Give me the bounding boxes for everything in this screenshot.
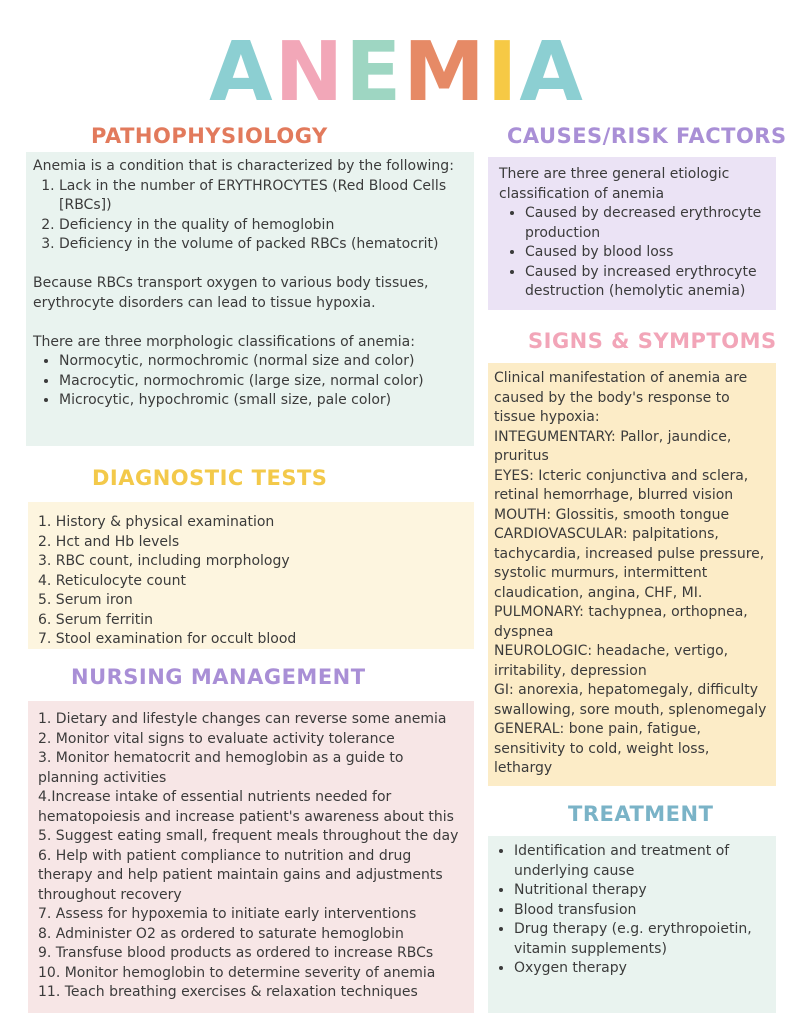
list-item: 3. Monitor hematocrit and hemoglobin as a guide to planning activities: [38, 750, 404, 786]
list-item: 7. Stool examination for occult blood: [38, 631, 297, 647]
title-letter: I: [486, 25, 520, 120]
causes-intro: There are three general etiologic classification of anemia: [499, 166, 730, 202]
causes-box: [488, 157, 776, 310]
list-item: • Microcytic, hypochromic (small size, pale color): [59, 391, 466, 411]
classification-list: [33, 352, 466, 411]
list-item: 5. Suggest eating small, frequent meals throughout the day: [38, 828, 459, 844]
treatment-list: [488, 842, 768, 979]
list-item: • Caused by decreased erythrocyte production: [525, 204, 766, 243]
treatment-box: [488, 836, 776, 1013]
list-item: 10. Monitor hemoglobin to determine severity of anemia: [38, 964, 436, 981]
list-item: 3. RBC count, including morphology: [38, 553, 290, 569]
page-title: [0, 25, 794, 120]
list-item: • Caused by increased erythrocyte destruction (hemolytic anemia): [525, 263, 766, 302]
signs-line: CARDIOVASCULAR: palpitations, tachycardia, increased pulse pressure, systolic murmurs, intermittent claudication, angina, CHF, MI.: [494, 526, 765, 601]
list-item: 5. Serum iron: [38, 592, 133, 608]
signs-line: Clinical manifestation of anemia are caused by the body's response to tissue hypoxia:: [494, 370, 748, 425]
list-item: 2. Monitor vital signs to evaluate activity tolerance: [38, 730, 395, 747]
list-item: 3. Deficiency in the volume of packed RBCs (hematocrit): [59, 235, 466, 255]
list-item: 1. History & physical examination: [38, 514, 275, 530]
nursing-box: [28, 701, 474, 1013]
pathophysiology-heading: PATHOPHYSIOLOGY: [91, 124, 328, 148]
list-item: 4. Reticulocyte count: [38, 572, 186, 589]
list-item: 8. Administer O2 as ordered to saturate hemoglobin: [38, 925, 404, 942]
list-item: 1. Lack in the number of ERYTHROCYTES (Red Blood Cells [RBCs]): [59, 177, 466, 216]
list-item: 4.Increase intake of essential nutrients needed for hematopoiesis and increase patient's awareness about this: [38, 789, 454, 825]
signs-line: INTEGUMENTARY: Pallor, jaundice, pruritus: [494, 428, 732, 464]
nursing-heading: NURSING MANAGEMENT: [71, 665, 366, 689]
list-item: • Caused by blood loss: [525, 243, 766, 263]
list-item: • Drug therapy (e.g. erythropoietin, vitamin supplements): [514, 920, 768, 959]
pathophysiology-intro: Anemia is a condition that is characterized by the following:: [33, 158, 454, 174]
title-letter: E: [345, 25, 404, 120]
list-item: 9. Transfuse blood products as ordered to increase RBCs: [38, 945, 434, 961]
diagnostic-heading: DIAGNOSTIC TESTS: [92, 466, 328, 490]
list-item: • Identification and treatment of underlying cause: [514, 842, 768, 881]
signs-line: GI: anorexia, hepatomegaly, difficulty swallowing, sore mouth, splenomegaly: [494, 682, 767, 718]
list-item: • Normocytic, normochromic (normal size and color): [59, 352, 466, 372]
pathophysiology-list: [33, 177, 466, 255]
list-item: 11. Teach breathing exercises & relaxation techniques: [38, 984, 418, 1000]
signs-line: MOUTH: Glossitis, smooth tongue: [494, 506, 730, 523]
title-letter: M: [403, 25, 487, 120]
title-letter: A: [209, 25, 275, 120]
treatment-heading: TREATMENT: [568, 802, 714, 826]
pathophysiology-paragraph: Because RBCs transport oxygen to various body tissues, erythrocyte disorders can lead to tissue hypoxia.: [33, 275, 429, 311]
title-letter: A: [519, 25, 585, 120]
list-item: 7. Assess for hypoxemia to initiate early interventions: [38, 906, 417, 922]
signs-line: EYES: Icteric conjunctiva and sclera, retinal hemorrhage, blurred vision: [494, 467, 749, 503]
causes-list: [499, 204, 766, 302]
list-item: 6. Serum ferritin: [38, 611, 153, 628]
signs-line: NEUROLOGIC: headache, vertigo, irritability, depression: [494, 643, 729, 679]
list-item: • Oxygen therapy: [514, 959, 768, 979]
pathophysiology-box: [26, 152, 474, 446]
classification-intro: There are three morphologic classifications of anemia:: [33, 333, 415, 350]
list-item: 2. Hct and Hb levels: [38, 533, 180, 550]
signs-line: PULMONARY: tachypnea, orthopnea, dyspnea: [494, 604, 748, 640]
list-item: • Blood transfusion: [514, 901, 768, 921]
list-item: 2. Deficiency in the quality of hemoglobin: [59, 216, 466, 236]
signs-line: GENERAL: bone pain, fatigue, sensitivity to cold, weight loss, lethargy: [494, 721, 710, 776]
list-item: • Nutritional therapy: [514, 881, 768, 901]
list-item: • Macrocytic, normochromic (large size, normal color): [59, 372, 466, 392]
signs-heading: SIGNS & SYMPTOMS: [528, 329, 777, 353]
list-item: 6. Help with patient compliance to nutrition and drug therapy and help patient maintain gains and adjustments throughout recovery: [38, 847, 443, 903]
diagnostic-box: [28, 502, 474, 649]
causes-heading: CAUSES/RISK FACTORS: [507, 124, 787, 148]
signs-box: [488, 363, 776, 786]
title-letter: N: [274, 25, 346, 120]
list-item: 1. Dietary and lifestyle changes can reverse some anemia: [38, 711, 447, 727]
